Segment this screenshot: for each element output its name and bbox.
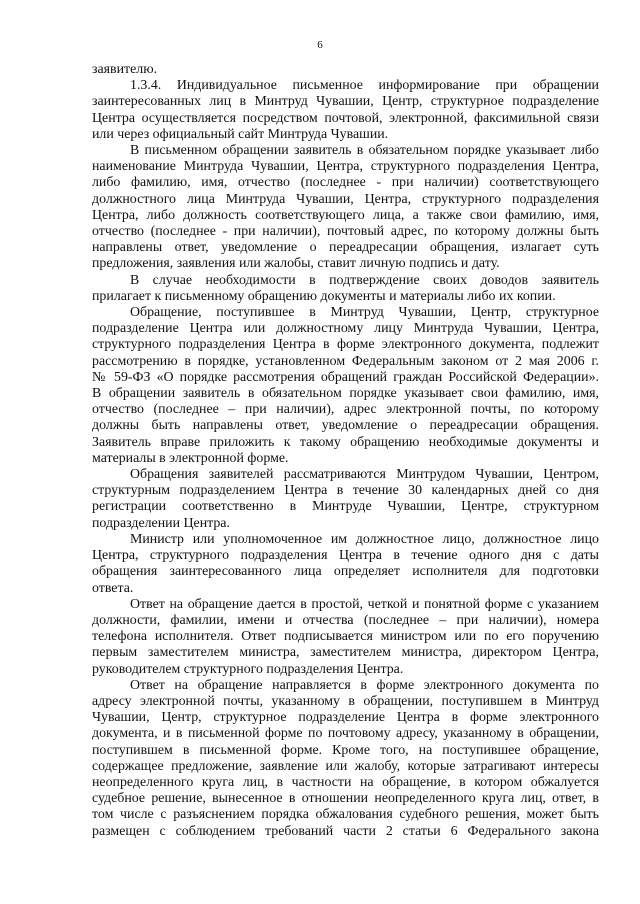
text-line: В обращении заявитель в обязательном порядке указывает свои фамилию, имя,: [92, 386, 599, 402]
text-line: обращения заинтересованного лица определяет исполнителя для подготовки: [92, 564, 599, 580]
text-line: поступившем в письменной форме. Кроме того, на поступившее обращение,: [92, 742, 599, 758]
text-line: должны быть направлены ответ, уведомление о переадресации обращения.: [92, 418, 599, 434]
text-line: руководителем структурного подразделения Центра.: [92, 661, 404, 677]
text-line: должностного лица Минтруда Чувашии, Центра, структурного подразделения: [92, 191, 599, 207]
text-line: отчество (последнее - при наличии), почтовый адрес, по которому должны быть: [92, 224, 599, 240]
paragraph: [92, 78, 599, 143]
text-line: адресу электронной почты, указанному в обращении, поступившем в Минтруд: [92, 693, 599, 709]
text-line: рассмотрению в порядке, установленном Федеральным законом от 2 мая 2006 г.: [92, 353, 599, 369]
text-line: Министр или уполномоченное им должностное лицо, должностное лицо: [130, 531, 599, 547]
text-line: материалы в электронной форме.: [92, 450, 289, 466]
text-line: заинтересованных лиц в Минтруд Чувашии, Центр, структурное подразделение: [92, 94, 599, 110]
text-line: 1.3.4. Индивидуальное письменное информирование при обращении: [130, 78, 599, 94]
text-line: заявителю.: [92, 62, 158, 77]
text-line: В письменном обращении заявитель в обязательном порядке указывает либо: [130, 143, 599, 159]
text-line: ответа.: [92, 580, 134, 596]
paragraph: [92, 143, 599, 273]
text-line: прилагает к письменному обращению документы и материалы либо их копии.: [92, 288, 556, 304]
text-line: содержащее предложение, заявление или жалобу, которые затрагивают интересы: [92, 758, 599, 774]
text-line: неопределенного круга лиц, в частности на обращение, в котором обжалуется: [92, 774, 599, 790]
text-line: первым заместителем министра, заместителем министра, директором Центра,: [92, 645, 599, 661]
text-line: документа, и в письменной форме по почтовому адресу, указанному в обращении,: [92, 726, 599, 742]
paragraph: [92, 597, 599, 678]
text-line: телефона исполнителя. Ответ подписывается министром или по его поручению: [92, 629, 599, 645]
text-line: структурным подразделением Центра в течение 30 календарных дней со дня: [92, 483, 599, 499]
text-line: Обращение, поступившее в Минтруд Чувашии, Центр, структурное: [130, 305, 599, 321]
text-line: Ответ на обращение дается в простой, четкой и понятной форме с указанием: [130, 596, 599, 612]
text-line: Центра осуществляется посредством почтовой, электронной, факсимильной связи: [92, 110, 599, 126]
text-line: том числе с разъяснением порядка обжалования судебного решения, может быть: [92, 807, 599, 823]
document-body: [92, 62, 599, 840]
text-line: судебное решение, вынесенное в отношении неопределенного круга лиц, ответ, в: [92, 791, 599, 807]
text-line: Заявитель вправе приложить к такому обращению необходимые документы и: [92, 434, 599, 450]
text-line: Ответ на обращение направляется в форме электронного документа по: [130, 677, 599, 693]
text-line: направлены ответ, уведомление о переадресации обращения, излагает суть: [92, 240, 599, 256]
text-line: подразделении Центра.: [92, 515, 230, 531]
paragraph: [92, 305, 599, 467]
paragraph: [92, 467, 599, 532]
text-line: должности, фамилии, имени и отчества (последнее – при наличии), номера: [92, 612, 599, 628]
text-line: Центра, либо должность соответствующего лица, а также свои фамилию, имя,: [92, 207, 599, 223]
text-line: Центра, структурного подразделения Центра в течение одного дня с даты: [92, 548, 599, 564]
text-line: наименование Минтруда Чувашии, Центра, структурного подразделения Центра,: [92, 159, 599, 175]
paragraph: [92, 678, 599, 840]
text-line: отчество (последнее – при наличии), адрес электронной почты, по которому: [92, 402, 599, 418]
paragraph: [92, 62, 599, 78]
text-line: Чувашии, Центр, структурное подразделение Центра в форме электронного: [92, 710, 599, 726]
text-line: регистрации соответственно в Минтруде Чувашии, Центре, структурном: [92, 499, 599, 515]
paragraph: [92, 273, 599, 305]
text-line: структурного подразделения Центра в форме электронного документа, подлежит: [92, 337, 599, 353]
text-line: Обращения заявителей рассматриваются Минтрудом Чувашии, Центром,: [130, 467, 599, 483]
text-line: или через официальный сайт Минтруда Чувашии.: [92, 126, 389, 142]
paragraph: [92, 532, 599, 597]
page-number: 6: [317, 39, 323, 51]
text-line: предложения, заявления или жалобы, ставит личную подпись и дату.: [92, 256, 500, 272]
text-line: размещен с соблюдением требований части 2 статьи 6 Федерального закона: [92, 823, 599, 839]
text-line: либо фамилию, имя, отчество (последнее - при наличии) соответствующего: [92, 175, 599, 191]
text-line: В случае необходимости в подтверждение своих доводов заявитель: [130, 272, 599, 288]
text-line: подразделение Центра или должностному лицу Минтруда Чувашии, Центра,: [92, 321, 599, 337]
text-line: № 59-ФЗ «О порядке рассмотрения обращений граждан Российской Федерации».: [92, 369, 599, 385]
